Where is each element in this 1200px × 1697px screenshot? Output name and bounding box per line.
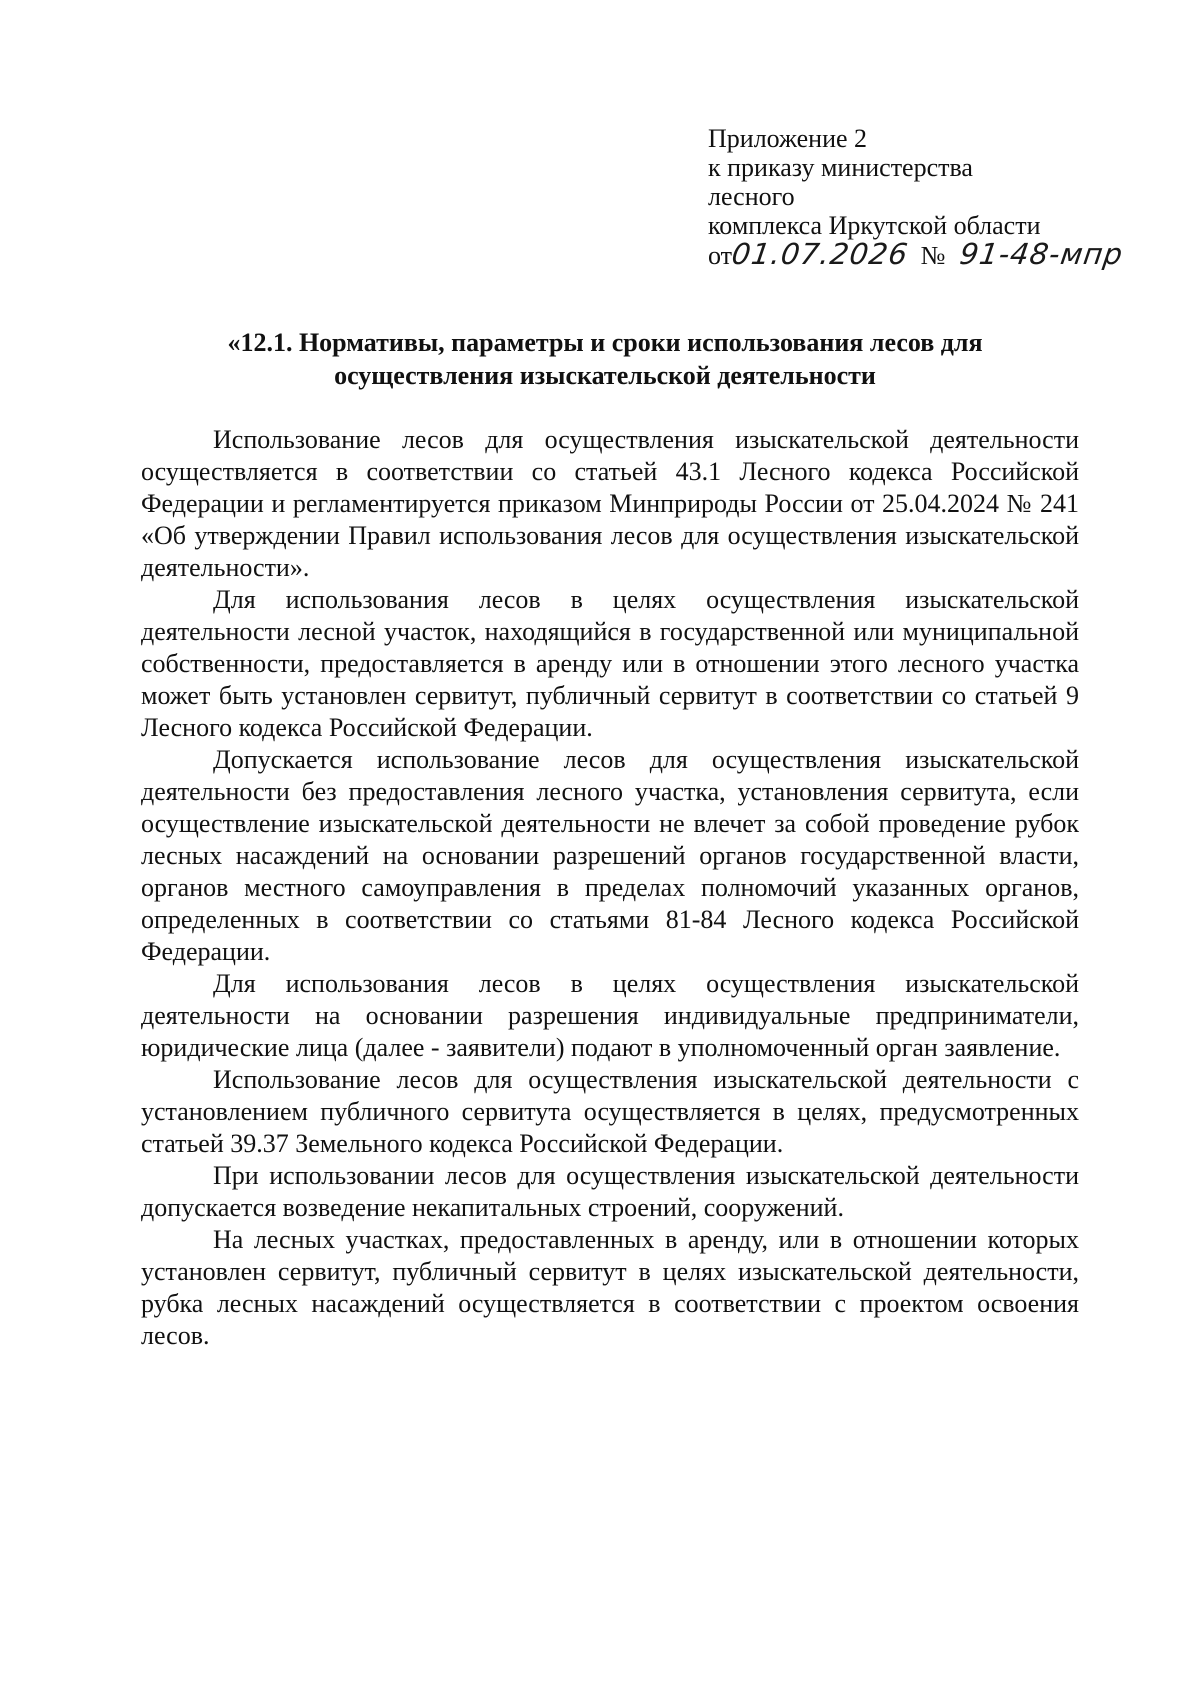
appendix-header [708,124,1128,274]
date-prefix: от [708,241,733,270]
paragraph: Допускается использование лесов для осуществления изыскательской деятельности без предоставления лесного участка, установления сервитута, если осуществление изыскательской деятельности не влечет за собой проведение рубок лесных насаждений на основании разрешений органов государственной власти, органов местного самоуправления в пределах полномочий указанных органов, определенных в соответствии со статьями 81-84 Лесного кодекса Российской Федерации. [141,745,1079,966]
appendix-reference-line: к приказу министерства [708,153,973,182]
appendix-ministry-line: лесного [708,182,795,211]
document-body [141,424,1079,1352]
paragraph: Для использования лесов в целях осуществления изыскательской деятельности на основании разрешения индивидуальные предприниматели, юридические лица (далее - заявители) подают в уполномоченный орган заявление. [141,969,1079,1062]
appendix-title: Приложение 2 [708,124,868,153]
appendix-date-line [708,237,1128,274]
paragraph: На лесных участках, предоставленных в аренду, или в отношении которых установлен сервитут, публичный сервитут в целях изыскательской деятельности, рубка лесных насаждений осуществляется в соответствии с проектом освоения лесов. [141,1225,1079,1350]
section-heading [140,326,1070,392]
number-sign: № [920,241,946,270]
section-heading-line-1: «12.1. Нормативы, параметры и сроки использования лесов для [227,328,983,357]
handwritten-date: 01.07.2026 [729,237,911,271]
paragraph: Использование лесов для осуществления изыскательской деятельности с установлением публичного сервитута осуществляется в целях, предусмотренных статьей 39.37 Земельного кодекса Российской Федерации. [141,1065,1079,1158]
handwritten-order-number: 91-48-мпр [957,237,1126,271]
paragraph: Использование лесов для осуществления изыскательской деятельности осуществляется в соответствии со статьей 43.1 Лесного кодекса Российской Федерации и регламентируется приказом Минприроды России от 25.04.2024 № 241 «Об утверждении Правил использования лесов для осуществления изыскательской деятельности». [141,425,1079,582]
paragraph: При использовании лесов для осуществления изыскательской деятельности допускается возведение некапитальных строений, сооружений. [141,1161,1079,1222]
section-heading-line-2: осуществления изыскательской деятельности [334,361,876,390]
paragraph: Для использования лесов в целях осуществления изыскательской деятельности лесной участок, находящийся в государственной или муниципальной собственности, предоставляется в аренду или в отношении этого лесного участка может быть установлен сервитут, публичный сервитут в соответствии со статьей 9 Лесного кодекса Российской Федерации. [141,585,1079,742]
appendix-region-line: комплекса Иркутской области [708,211,1041,240]
